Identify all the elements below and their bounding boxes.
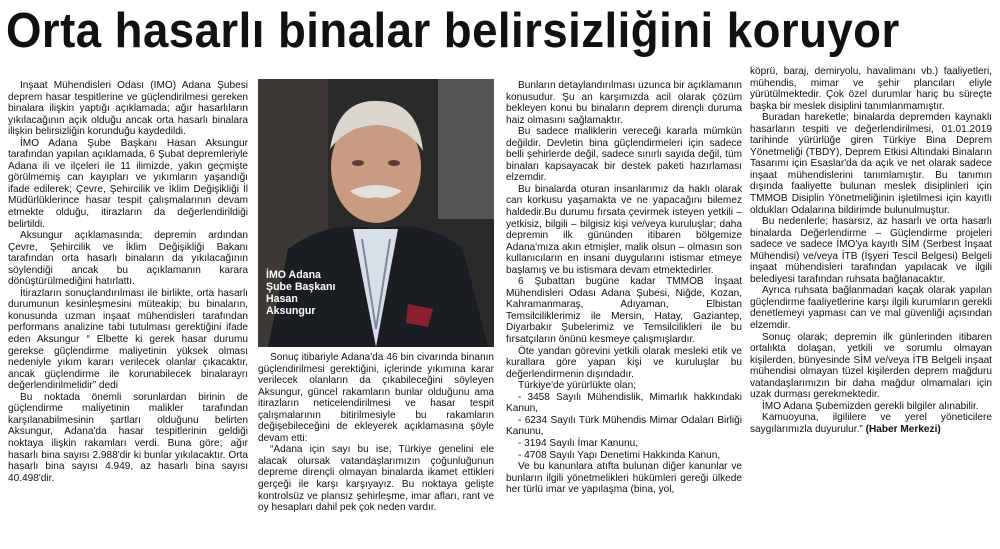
paragraph: Sonuç olarak; depremin ilk günlerinden itibaren ortalıkta dolaşan, yetkili ve sorumlu olmayan kişilerden, bünyesinde SİM ve/veya İTB Belgeli inşaat mühendisi olmayan tüzel kişilerden deprem mağduru vatandaşlarımızın bir daha mağdur olmamaları için uzak durması gerekmektedir.	[750, 331, 992, 401]
paragraph: - 3194 Sayılı İmar Kanunu,	[518, 437, 639, 449]
paragraph: İtirazların sonuçlandırılması ile birlikte, orta hasarlı durumunun kesinleşmesini müteakip; bu binaların, konusunda uzman inşaat mühendisleri tarafından performans analizine tabi tutulması gerektiğini ifade eden Aksungur “ Elbette ki gerek hasar durumu gerekse güçlendirme maliyetinin yüksek olması nedeniyle yıkım kararı verilecek olanlar çıkacaktır, ancak güçlendirme ile korunabilecek binalarayrı değerlendirilmelidir” dedi	[8, 287, 248, 392]
paragraph: - 3458 Sayılı Mühendislik, Mimarlık hakkındaki Kanun,	[506, 391, 742, 415]
paragraph: Bu sadece maliklerin vereceği kararla mümkün değildir. Devletin bina güçlendirmeleri için sadece belli şehirlerde değil, sadece sınırlı sayıda değil, tüm binaları kapsayacak bir destek paketi hazırlaması elzemdir.	[506, 126, 742, 184]
photo-caption	[266, 269, 335, 317]
headline: Orta hasarlı binalar belirsizliğini koruyor	[6, 4, 900, 58]
portrait-photo	[258, 79, 494, 347]
paragraph: köprü, baraj, demiryolu, havalimanı vb.) faaliyetleri, mühendis, mimar ve şehir plancıları eliyle yürütülmektedir. Çok özel durumlar hariç bu süreçte başka bir meslek disiplini tanımlanmamıştır.	[750, 66, 992, 112]
paragraph: İnşaat Mühendisleri Odası (İMO) Adana Şubesi deprem hasar tespitlerine ve güçlendirilmesi gereken binalara ilişkin yaptığı açıklamada; ağır hasarlıların yıkılacağının açık olduğu ancak orta hasarlı binalara ilişkin belirsizliğin korunduğu kaydedildi.	[8, 80, 248, 138]
closing-paragraph	[750, 412, 992, 435]
paragraph: Bu nedenlerle; hasarsız, az hasarlı ve orta hasarlı binalarda Değerlendirme – Güçlendirme projeleri sadece ve sadece İMO'ya kayıtlı SİM (Serbest İnşaat Mühendisi) ve/veya İTB (İşyeri Tescil Belgesi) Belgeli inşaat mühendisleri tarafından yapılacak ve ilgili belediyesi tarafından ruhsata bağlanacaktır.	[750, 216, 992, 285]
article-column-4	[750, 66, 992, 546]
byline: (Haber Merkezi)	[865, 423, 941, 435]
paragraph: Bu noktada önemli sorunlardan birinin de güçlendirme maliyetinin malikler tarafından karşılanabilmesinin şartları olduğunu belirten Aksungur, Adana'da hasar tespitlerinin geldiği noktaya ilişkin rakamları verdi. Buna göre; ağır hasarlı bina sayısı 2.988'dir ki bunlar yıkılacaktır. Orta hasarlı bina sayısı 4.949, az hasarlı bina sayısı 40.498'dir.	[8, 391, 248, 484]
paragraph: Sonuç itibariyle Adana'da 46 bin civarında binanın güçlendirilmesi gerektiğini, içlerinde yıkımına karar verilecek olanların da çıkabileceğini söyleyen Aksungur, güncel rakamların bunlar olduğunu ama itirazların neticelendirilmesi ve hasar tespit çalışmalarının bitirilmesiyle bu rakamların değişebileceğini de ekleyerek açıklamasına şöyle devam etti:	[258, 352, 494, 444]
paragraph: Ayrıca ruhsata bağlanmadan kaçak olarak yapılan güçlendirme faaliyetlerine karşı ilgili kurumların gerekli denetlemeyi yapması can ve mal güvenliği açısından elzemdir.	[750, 285, 992, 332]
paragraph: İMO Adana Şube Başkanı Hasan Aksungur tarafından yapılan açıklamada, 6 Şubat depremleriyle Adana ili ve ilçeleri ile 11 ilimizde, yakın geçmişte görülmemiş can kayıpları ve yıkımların yaşandığı ifade edilerek; Çevre, Şehircilik ve İklim Değişikliği İl Müdürlüklerince hasar tespit çalışmalarının devam etmekte olduğu, itirazların da değerlendirildiği belirtildi.	[8, 137, 248, 230]
paragraph: - 4708 Sayılı Yapı Denetimi Hakkında Kanun,	[518, 449, 721, 461]
paragraph: Ve bu kanunlara atıfta bulunan diğer kanunlar ve bunların ilgili yönetmelikleri hükümleri gereği ülkede her türlü imar ve yapılaşma (bina, yol,	[506, 461, 742, 496]
paragraph: Aksungur açıklamasında; depremin ardından Çevre, Şehircilik ve İklim Değişikliği Bakanı tarafından orta hasarlı binaların da yıkılacağının söylendiği ancak bu açıklamanın karara dönüştürülmediğini hatırlattı.	[8, 230, 248, 288]
paragraph: İMO Adana Şubemizden gerekli bilgiler alınabilir.	[762, 400, 979, 412]
paragraph: Bunların detaylandırılması uzunca bir açıklamanın konusudur. Şu an karşımızda acil olarak çözüm bekleyen konu bu binaların deprem dirençli duruma haiz olmasını sağlamaktır.	[506, 80, 742, 126]
article-column-2	[258, 352, 494, 546]
paragraph: - 6234 Sayılı Türk Mühendis Mimar Odaları Birliği Kanunu,	[506, 414, 742, 438]
paragraph: 6 Şubattan bugüne kadar TMMOB İnşaat Mühendisleri Odası Adana Şubesi, Niğde, Kozan, Kahramanmaraş, Adıyaman, Elbistan Temsilciliklerimiz ile Mersin, Hatay, Gaziantep, Diyarbakır Şubelerimiz ve Temsilcilikleri ile bu fırsatçıların önünü kesmeye çalışmışlardır.	[506, 276, 742, 346]
caption-line: Aksungur	[266, 305, 316, 317]
article-column-1	[8, 80, 248, 546]
article-column-3	[506, 80, 742, 546]
paragraph: Öte yandan görevini yetkili olarak mesleki etik ve kurallara göre yapan kişi ve kuruluşlar bu değerlendirmenin dışındadır.	[506, 345, 742, 380]
paragraph: Buradan hareketle; binalarda depremden kaynaklı hasarların tespiti ve değerlendirilmesi, 01.01.2019 tarihinde yürürlüğe giren Türkiye Bina Deprem Yönetmeliği (TBDY), Deprem Etkisi Altındaki Binaların Tasarımı için Esaslar'da da açık ve net olarak sadece inşaat mühendislerini tanımlamıştır. Bu tanımın dışında faaliyette bulunan meslek disiplinleri için TMMOB Disiplin Yönetmeliğinin işletilmesi için kayıtlı oldukları Odalarına bildirimde bulunulmuştur.	[750, 112, 992, 216]
caption-line: Hasan	[266, 293, 298, 305]
closing-text: Kamuoyuna, ilgililere ve yerel yöneticilere saygılarımızla duyurulur.”	[750, 412, 992, 435]
caption-line: Şube Başkanı	[266, 281, 336, 293]
paragraph: Bu binalarda oturan insanlarımız da haklı olarak can korkusu yaşamakta ve ne yapacağını bilemez haldedir.Bu durumu fırsata çevirmek isteyen yetkili – yetkisiz, bilgili – bilgisiz kişi ve/veya kuruluşlar; daha depremin ilk gününden itibaren bölgemize Adana'mıza akın etmişler, malik olsun – olmasın son kullanıcıların en insani duygularını istismar etmeye başlamış ve bu istismara devam etmektedirler.	[506, 183, 742, 276]
paragraph: Türkiye'de yürürlükte olan;	[518, 380, 637, 392]
paragraph: “Adana için sayı bu ise, Türkiye genelini ele alacak olursak vatandaşlarımızın çoğunluğunun depreme dirençli olmayan binalarda ikamet ettikleri gerçeği ile karşı karşıyayız. Bu noktaya gelişte kontrolsüz ve plansız şehirleşme, imar afları, rant ve oy hesapları dahil pek çok neden vardır.	[258, 444, 494, 514]
caption-line: İMO Adana	[266, 269, 321, 281]
